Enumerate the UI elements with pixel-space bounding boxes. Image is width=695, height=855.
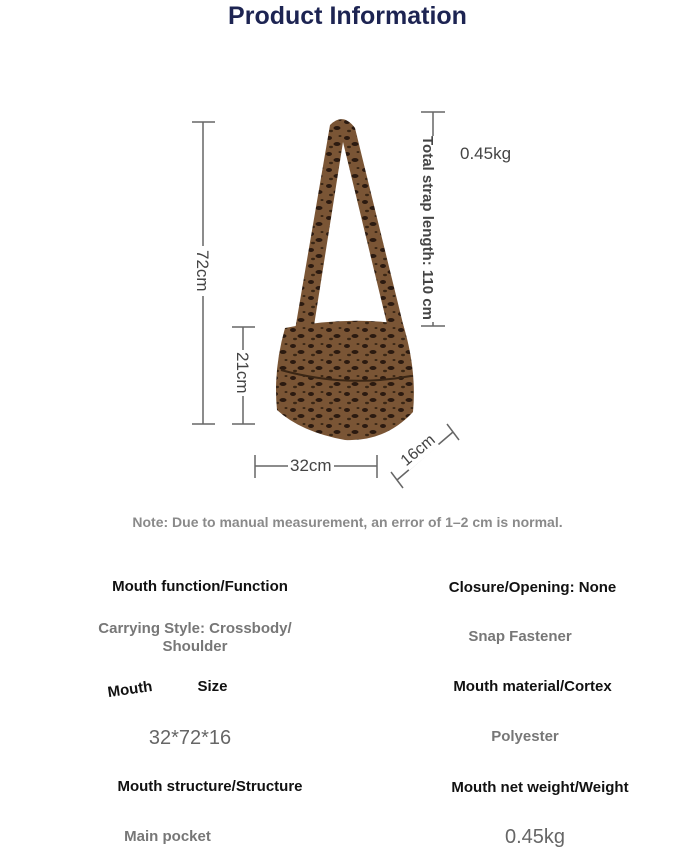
closure-label: Closure/Opening: None [448, 579, 617, 596]
closure-value: Snap Fastener [468, 628, 572, 645]
structure-label: Mouth structure/Structure [117, 778, 303, 795]
page-title: Product Information [228, 2, 467, 30]
measurement-note: Note: Due to manual measurement, an error of 1–2 cm is normal. [132, 514, 563, 530]
height-label: 72cm [192, 246, 212, 296]
material-label: Mouth material/Cortex [453, 678, 612, 695]
bag-height-label: 21cm [233, 352, 252, 394]
strap-length-label: Total strap length: 110 cm [419, 136, 436, 322]
net-weight-value: 0.45kg [504, 826, 566, 848]
width-label: 32cm [290, 456, 332, 475]
mouth-tag: Mouth [106, 677, 154, 702]
weight-label: 0.45kg [460, 144, 512, 163]
structure-value: Main pocket [124, 828, 211, 845]
size-value: 32*72*16 [148, 727, 232, 749]
material-value: Polyester [491, 728, 559, 745]
function-value: Carrying Style: Crossbody/ Shoulder [98, 620, 292, 655]
depth-label: 16cm [397, 431, 439, 470]
function-label: Mouth function/Function [112, 578, 288, 595]
strap [295, 119, 405, 332]
net-weight-label: Mouth net weight/Weight [451, 779, 629, 796]
size-label: Size [197, 678, 228, 695]
product-dimension-diagram [145, 70, 545, 510]
